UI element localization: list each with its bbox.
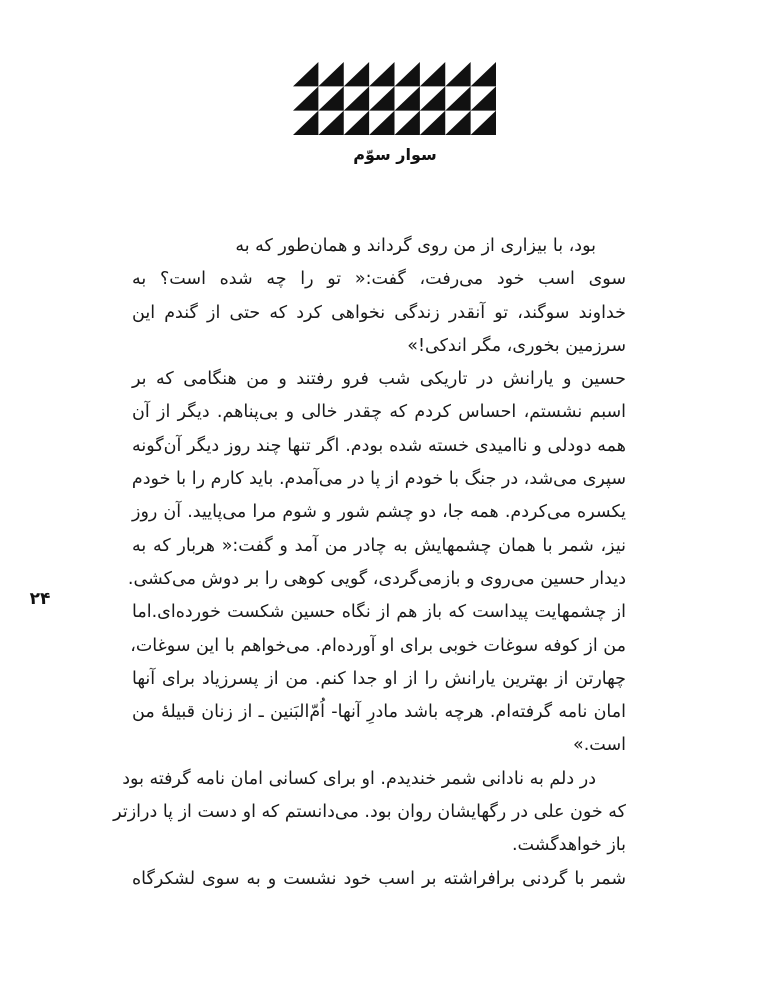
text-line: بود، با بیزاری از من روی گرداند و همان‌طور که به <box>235 236 596 256</box>
ornament-triangle <box>445 62 470 86</box>
ornament-triangle <box>369 86 394 110</box>
ornament-triangle <box>318 86 343 110</box>
text-line: امان نامه گرفته‌ام. هرچه باشد مادرِ آنها- اُمّ‌البَنین ـ از زنان قبیلهٔ من <box>132 702 626 723</box>
ornament-triangle <box>445 86 470 110</box>
text-line: در دلم به نادانی شمر خندیدم. او برای کسانی امان نامه گرفته بود <box>122 768 596 789</box>
ornament-triangle <box>445 111 470 135</box>
ornament-triangle <box>471 111 496 135</box>
ornament-triangle <box>420 86 445 110</box>
ornament-triangle <box>420 111 445 135</box>
ornament-triangle <box>420 62 445 86</box>
ornament-triangle <box>293 111 318 135</box>
page-number: ۲۴ <box>29 589 51 609</box>
text-line: همه دودلی و ناامیدی خسته شده بودم. اگر تنها چند روز دیگر آن‌گونه <box>132 435 626 456</box>
ornament-triangle <box>293 86 318 110</box>
ornament-triangle <box>471 62 496 86</box>
text-line: نیز، شمر با همان چشمهایش به چادر من آمد و گفت:« هربار که به <box>132 535 626 556</box>
text-line: شمر با گردنی برافراشته بر اسب خود نشست و به سوی لشکرگاه <box>132 868 626 889</box>
triangle-pattern-ornament-icon <box>293 62 496 135</box>
text-line: سپری می‌شد، در جنگ با خودم از پا در می‌آمدم. باید کارم را با خودم <box>131 469 626 490</box>
text-line: باز خواهدگشت. <box>511 835 626 856</box>
text-line: سوی اسب خود می‌رفت، گفت:« تو را چه شده است؟ به <box>132 269 626 290</box>
text-line: حسین و یارانش در تاریکی شب فرو رفتند و من هنگامی که بر <box>132 369 626 390</box>
ornament-triangle <box>395 86 420 110</box>
ornament-triangle <box>344 62 369 86</box>
ornament-triangle <box>369 111 394 135</box>
text-line: است.» <box>573 735 626 756</box>
ornament-triangle <box>293 62 318 86</box>
ornament-triangle <box>471 86 496 110</box>
text-line: دیدار حسین می‌روی و بازمی‌گردی، گویی کوهی را بر دوش می‌کشی. <box>127 568 626 589</box>
ornament-triangle <box>369 62 394 86</box>
text-line: از چشمهایت پیداست که باز هم از نگاه حسین شکست خورده‌ای.اما <box>132 602 626 623</box>
ornament-triangle <box>344 111 369 135</box>
ornament-triangle <box>318 111 343 135</box>
text-line: سرزمین بخوری، مگر اندکی!» <box>407 335 626 356</box>
ornament-triangle <box>318 62 343 86</box>
text-line: که خون علی در رگهایشان روان بود. می‌دانستم که او دست از پا درازتر <box>113 802 626 823</box>
text-line: اسبم نشستم، احساس کردم که چقدر خالی و بی‌پناهم. دیگر از آن <box>132 402 626 423</box>
body-text <box>113 230 626 896</box>
text-line: خداوند سوگند، تو آنقدر زندگی نخواهی کرد که حتی از گندم این <box>132 302 626 323</box>
ornament-triangle <box>344 86 369 110</box>
text-line: یکسره می‌کردم. همه جا، دو چشم شور و شوم مرا می‌پایید. آن روز <box>132 502 626 523</box>
chapter-title: سوار سوّم <box>353 145 437 164</box>
ornament-triangle <box>395 111 420 135</box>
text-line: چهارتن از بهترین یارانش را از او جدا کنم. من از پسرزیاد برای آنها <box>132 668 626 689</box>
text-line: من از کوفه سوغات خوبی برای او آورده‌ام. می‌خواهم با این سوغات، <box>130 635 626 656</box>
ornament-triangle <box>395 62 420 86</box>
